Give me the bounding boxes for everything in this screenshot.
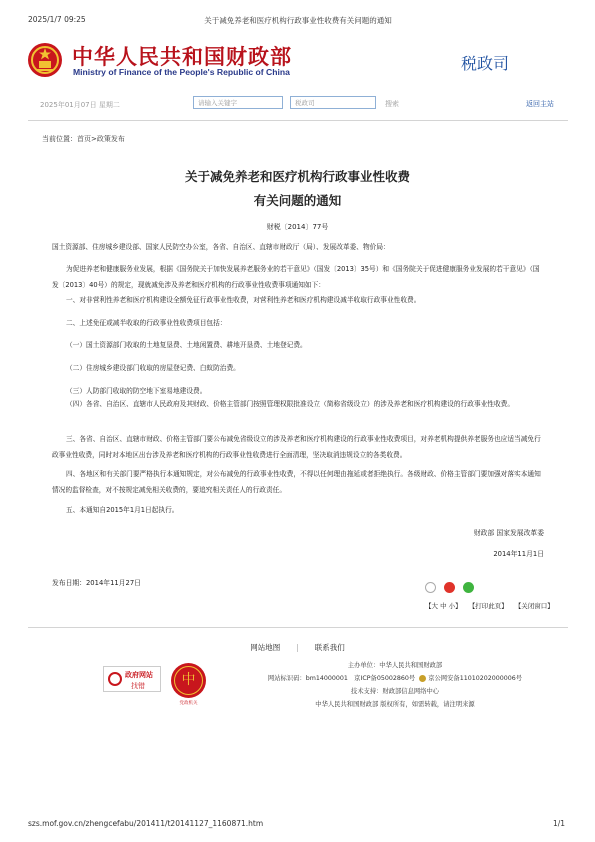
- print-page-title: 关于减免养老和医疗机构行政事业性收费有关问题的通知: [204, 16, 392, 25]
- print-datetime: 2025/1/7 09:25: [28, 15, 86, 24]
- publish-date-value: 2014年11月27日: [85, 579, 141, 587]
- font-size-toggle[interactable]: 【大 中 小】: [425, 602, 462, 610]
- paragraph: 三、各省、自治区、直辖市财政、价格主管部门要公布减免省级设立的涉及养老和医疗机构建设的行政事业性收费项目，对养老机构提供养老服务也应适当减免行政事业性收费，同时对本地区出台涉及养老和医疗机构的行政事业性收费进行全面清理，坚决取消违规设立的各类收费。: [52, 435, 541, 459]
- paragraph: （三）人防部门收取的防空地下室易地建设费。: [66, 387, 207, 395]
- footer-copyright: 中华人民共和国财政部 版权所有，如需转载，请注明来源: [315, 701, 475, 708]
- police-badge-icon: [419, 675, 426, 682]
- header-divider: [28, 120, 568, 121]
- footer-sponsor: 主办单位：中华人民共和国财政部: [347, 662, 443, 669]
- logo-title-cn[interactable]: 中华人民共和国财政部: [72, 45, 292, 69]
- document-number: 财税〔2014〕77号: [266, 223, 329, 231]
- footer-separator: |: [296, 643, 299, 652]
- current-date: 2025年01月07日 星期二: [40, 101, 120, 109]
- paragraph: 一、对非营利性养老和医疗机构建设全额免征行政事业性收费，对营利性养老和医疗机构建设减半收取行政事业性收费。: [66, 296, 421, 304]
- paragraph: 为促进养老和健康服务业发展，根据《国务院关于加快发展养老服务业的若干意见》（国发〔2013〕35号）和《国务院关于促进健康服务业发展的若干意见》（国发〔2013〕40号）的规定，现就减免涉及养老和医疗机构的行政事业性收费事项通知如下：: [52, 265, 540, 289]
- return-home-link[interactable]: 返回主站: [526, 100, 554, 108]
- print-url: szs.mof.gov.cn/zhengcefabu/201411/t20141127_1160871.htm: [28, 819, 264, 828]
- footer-site-id: [200, 673, 590, 685]
- footer-tech: 技术支持：财政部信息网络中心: [350, 688, 440, 695]
- breadcrumb-label: 当前位置：: [42, 135, 77, 143]
- print-page-number: 1/1: [553, 819, 566, 828]
- badge-line1: 政府网站: [125, 671, 153, 679]
- weibo-icon[interactable]: [444, 582, 455, 593]
- close-window-button[interactable]: 【关闭窗口】: [514, 602, 554, 610]
- sitemap-link[interactable]: 网站地图: [250, 643, 281, 652]
- magnifier-icon: [108, 672, 122, 686]
- department-name: 税政司: [461, 54, 510, 73]
- article-title-line1: 关于减免养老和医疗机构行政事业性收费: [184, 169, 410, 184]
- footer-divider: [28, 627, 568, 628]
- addressee: 国土资源部、住房城乡建设部、国家人民防空办公室，各省、自治区、直辖市财政厅（局）、发展改革委、物价局：: [52, 243, 390, 251]
- paragraph: 四、各地区和有关部门要严格执行本通知规定，对公布减免的行政事业性收费，不得以任何理由拖延或者拒绝执行。各级财政、价格主管部门要加强对落实本通知情况的监督检查，对不按规定减免相关收费的，要追究相关责任人的行政责任。: [52, 470, 541, 494]
- party-gov-badge-label: 党政机关: [179, 701, 198, 706]
- share-icon[interactable]: [425, 582, 436, 593]
- contact-link[interactable]: 联系我们: [314, 643, 345, 652]
- svg-text:中: 中: [181, 672, 196, 688]
- police-record-text[interactable]: 京公网安备11010202000006号: [428, 675, 523, 682]
- search-input[interactable]: 请输入关键字: [193, 96, 283, 109]
- logo-title-en[interactable]: Ministry of Finance of the People's Republic of China: [73, 67, 290, 77]
- sign-date: 2014年11月1日: [493, 550, 544, 558]
- signatory: 财政部 国家发展改革委: [473, 529, 544, 537]
- share-buttons: [425, 577, 477, 596]
- badge-line2: 找错: [131, 682, 145, 690]
- publish-date-label: 发布日期：: [52, 579, 86, 587]
- article-title-line2: 有关问题的通知: [253, 193, 342, 208]
- gov-site-error-badge[interactable]: [103, 666, 161, 692]
- footer-links: [0, 642, 595, 653]
- page-tools: [425, 601, 559, 610]
- paragraph: （一）国土资源部门收取的土地复垦费、土地闲置费、耕地开垦费、土地登记费。: [66, 341, 307, 349]
- paragraph: （二）住房城乡建设部门收取的房屋登记费、白蚁防治费。: [66, 364, 240, 372]
- publish-date: [52, 577, 141, 587]
- paragraph: 五、本通知自2015年1月1日起执行。: [66, 506, 179, 514]
- search-button[interactable]: 搜索: [385, 100, 399, 108]
- breadcrumb: [42, 134, 125, 144]
- search-scope-select[interactable]: 税政司: [290, 96, 376, 109]
- breadcrumb-path[interactable]: 首页>政策发布: [77, 135, 125, 143]
- national-emblem-icon: [27, 42, 63, 78]
- site-id-text: 网站标识码：bm14000001 京ICP备05002860号: [267, 675, 416, 682]
- paragraph: （四）各省、自治区、直辖市人民政府及其财政、价格主管部门按照管理权限批准设立（简称省级设立）的涉及养老和医疗机构建设的行政事业性收费。: [66, 400, 515, 408]
- print-page-button[interactable]: 【打印此页】: [468, 602, 508, 610]
- paragraph: 二、上述免征或减半收取的行政事业性收费项目包括：: [66, 319, 227, 327]
- wechat-icon[interactable]: [463, 582, 474, 593]
